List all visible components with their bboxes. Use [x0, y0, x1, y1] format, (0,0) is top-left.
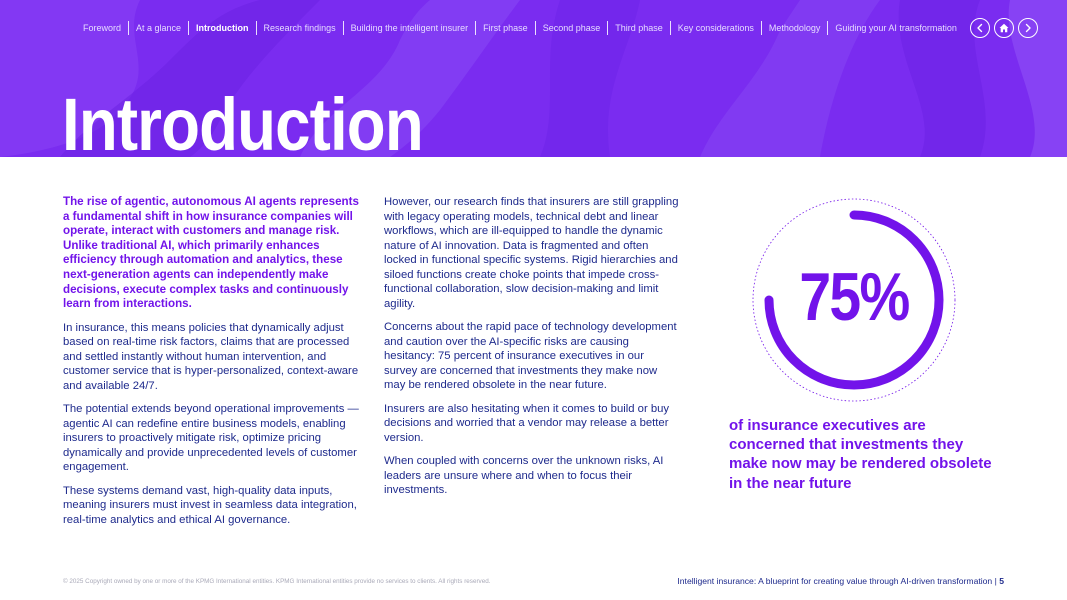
nav-item-foreword[interactable]: Foreword [83, 23, 122, 33]
previous-page-button[interactable] [970, 18, 990, 38]
chevron-left-icon [975, 23, 985, 33]
nav-item-third-phase[interactable]: Third phase [607, 21, 670, 35]
body-paragraph: These systems demand vast, high-quality data inputs, meaning insurers must invest in seamless data integration, real-time analytics and ethical AI governance. [63, 484, 357, 526]
home-button[interactable] [994, 18, 1014, 38]
nav-item-key-considerations[interactable]: Key considerations [670, 21, 761, 35]
home-icon [998, 22, 1010, 34]
chevron-right-icon [1023, 23, 1033, 33]
lead-paragraph: The rise of agentic, autonomous AI agents represents a fundamental shift in how insurance companies will operate, interact with customers and manage risk. Unlike traditional AI, which primarily enhances efficiency through automation and analytics, these next-generation agents can independently make decisions, execute complex tasks and continuously learn from interactions. [63, 195, 359, 311]
page-nav-buttons [970, 18, 1038, 38]
body-paragraph: Concerns about the rapid pace of technology development and caution over the AI-specific risks are causing hesitancy: 75 percent of insurance executives in our survey are concerned that investments they make now may be rendered obsolete in the near future. [384, 321, 677, 391]
footer-document-title [677, 576, 1004, 586]
nav-item-first-phase[interactable]: First phase [475, 21, 535, 35]
next-page-button[interactable] [1018, 18, 1038, 38]
nav-item-introduction[interactable]: Introduction [188, 21, 256, 35]
stat-value: 75% [799, 259, 909, 335]
nav-item-building-the-intelligent-insurer[interactable]: Building the intelligent insurer [343, 21, 476, 35]
hero-banner [0, 0, 1067, 157]
body-paragraph: The potential extends beyond operational improvements — agentic AI can redefine entire business models, enabling insurers to proactively mitigate risk, optimize pricing dynamically and provide unprecedented levels of customer engagement. [63, 403, 359, 474]
footer-copyright: © 2025 Copyright owned by one or more of the KPMG International entities. KPMG International entities provide no services to clients. All rights reserved. [63, 578, 491, 585]
nav-item-methodology[interactable]: Methodology [761, 21, 828, 35]
nav-item-research-findings[interactable]: Research findings [256, 21, 343, 35]
text-column-left [63, 195, 361, 536]
nav-item-guiding-your-ai-transformation[interactable]: Guiding your AI transformation [827, 21, 964, 35]
body-paragraph: Insurers are also hesitating when it comes to build or buy decisions and worried that a vendor may release a better version. [384, 402, 670, 444]
footer-doc-title: Intelligent insurance: A blueprint for creating value through AI-driven transformation | [677, 576, 1000, 586]
stat-caption: of insurance executives are concerned that investments they make now may be rendered obsolete in the near future [729, 417, 992, 492]
nav-item-at-a-glance[interactable]: At a glance [128, 21, 188, 35]
body-paragraph: However, our research finds that insurers are still grappling with legacy operating models, technical debt and linear workflows, which are ill-equipped to handle the dynamic nature of AI innovation. Data is fragmented and often locked in functional specific systems. Rigid hierarchies and siloed functions create choke points that impede cross-functional collaboration, slow decision-making and limit agility. [384, 196, 679, 310]
text-column-middle [384, 195, 680, 507]
top-navigation [76, 20, 964, 36]
page-title: Introduction [62, 83, 423, 157]
body-paragraph: When coupled with concerns over the unknown risks, AI leaders are unsure where and when to focus their investments. [384, 455, 664, 496]
page-number: 5 [999, 576, 1004, 586]
nav-item-second-phase[interactable]: Second phase [535, 21, 608, 35]
body-paragraph: In insurance, this means policies that dynamically adjust based on real-time risk factors, claims that are processed and settled instantly without human intervention, and customer service that is hyper-personalized, context-aware and available 24/7. [63, 321, 359, 392]
